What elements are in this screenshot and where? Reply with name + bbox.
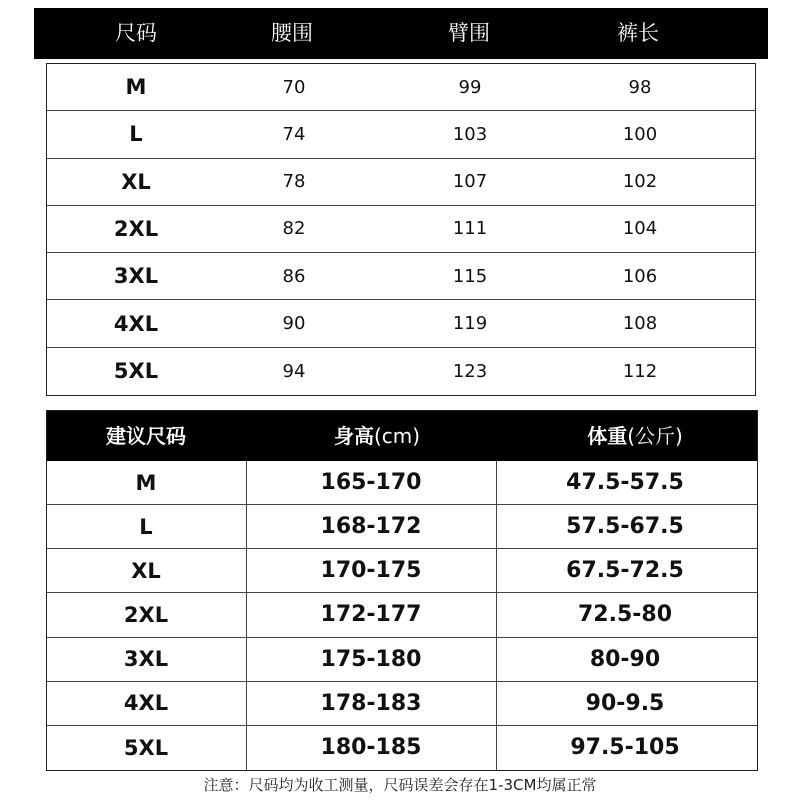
waist-cell: 78 bbox=[282, 171, 306, 193]
waist-cell: 82 bbox=[282, 218, 306, 240]
size-cell: L bbox=[129, 122, 143, 147]
waist-cell: 70 bbox=[282, 76, 306, 98]
table-row bbox=[47, 159, 755, 206]
table-row bbox=[47, 549, 757, 593]
weight-range-cell: 80-90 bbox=[589, 646, 661, 672]
header-recommended-size-label: 建议尺码 bbox=[106, 424, 186, 448]
length-cell: 100 bbox=[622, 123, 658, 145]
header-height bbox=[334, 411, 420, 461]
size-cell: M bbox=[125, 75, 147, 100]
weight-range-cell: 67.5-72.5 bbox=[566, 558, 684, 584]
measurement-table-header bbox=[34, 8, 768, 59]
length-cell: 108 bbox=[622, 313, 658, 335]
header-weight-unit: (公斤) bbox=[627, 424, 683, 448]
size-cell: 5XL bbox=[113, 359, 159, 384]
table-row bbox=[47, 348, 755, 395]
weight-range-cell: 97.5-105 bbox=[570, 735, 680, 761]
height-range-cell: 172-177 bbox=[320, 602, 422, 628]
table-row bbox=[47, 64, 755, 111]
arm-cell: 119 bbox=[452, 313, 488, 335]
table-row bbox=[47, 505, 757, 549]
length-cell: 104 bbox=[622, 218, 658, 240]
size-cell: 3XL bbox=[113, 264, 159, 289]
header-length: 裤长 bbox=[617, 21, 659, 45]
weight-range-cell: 72.5-80 bbox=[577, 602, 673, 628]
table-row bbox=[47, 682, 757, 726]
footnote: 注意：尺码均为收工测量，尺码误差会存在1-3CM均属正常 bbox=[203, 776, 597, 794]
height-range-cell: 175-180 bbox=[320, 646, 422, 672]
table-row bbox=[47, 206, 755, 253]
table-row bbox=[47, 726, 757, 770]
header-weight bbox=[587, 411, 683, 461]
recommended-size-cell: 5XL bbox=[123, 735, 169, 760]
height-range-cell: 170-175 bbox=[320, 558, 422, 584]
arm-cell: 115 bbox=[452, 265, 488, 287]
waist-cell: 94 bbox=[282, 360, 306, 382]
header-waist: 腰围 bbox=[271, 21, 313, 45]
length-cell: 106 bbox=[622, 265, 658, 287]
table-row bbox=[47, 461, 757, 505]
recommended-size-cell: M bbox=[135, 470, 157, 495]
recommended-size-cell: 3XL bbox=[123, 647, 169, 672]
height-range-cell: 168-172 bbox=[320, 514, 422, 540]
height-range-cell: 180-185 bbox=[320, 735, 422, 761]
height-range-cell: 178-183 bbox=[320, 690, 422, 716]
table-row bbox=[47, 111, 755, 158]
recommendation-table-body bbox=[47, 461, 757, 770]
table-row bbox=[47, 638, 757, 682]
header-arm: 臂围 bbox=[448, 21, 490, 45]
table-row bbox=[47, 593, 757, 637]
table-row bbox=[47, 300, 755, 347]
size-cell: 2XL bbox=[113, 216, 159, 241]
length-cell: 98 bbox=[628, 76, 652, 98]
arm-cell: 111 bbox=[452, 218, 488, 240]
header-recommended-size bbox=[106, 411, 186, 461]
size-cell: XL bbox=[121, 169, 151, 194]
header-height-unit: (cm) bbox=[373, 424, 421, 448]
recommended-size-cell: L bbox=[139, 514, 153, 539]
recommendation-table bbox=[46, 410, 758, 771]
weight-range-cell: 57.5-67.5 bbox=[566, 514, 684, 540]
waist-cell: 86 bbox=[282, 265, 306, 287]
recommendation-table-header bbox=[47, 411, 757, 461]
arm-cell: 103 bbox=[452, 123, 488, 145]
recommended-size-cell: 2XL bbox=[123, 602, 169, 627]
recommended-size-cell: 4XL bbox=[123, 691, 169, 716]
header-weight-label: 体重 bbox=[587, 424, 628, 448]
header-height-label: 身高 bbox=[333, 424, 374, 448]
recommended-size-cell: XL bbox=[131, 558, 161, 583]
length-cell: 112 bbox=[622, 360, 658, 382]
height-range-cell: 165-170 bbox=[320, 470, 422, 496]
header-size: 尺码 bbox=[115, 21, 157, 45]
length-cell: 102 bbox=[622, 171, 658, 193]
arm-cell: 123 bbox=[452, 360, 488, 382]
waist-cell: 74 bbox=[282, 123, 306, 145]
table-row bbox=[47, 253, 755, 300]
weight-range-cell: 47.5-57.5 bbox=[566, 470, 684, 496]
weight-range-cell: 90-9.5 bbox=[585, 690, 665, 716]
arm-cell: 107 bbox=[452, 171, 488, 193]
size-cell: 4XL bbox=[113, 311, 159, 336]
waist-cell: 90 bbox=[282, 313, 306, 335]
measurement-table bbox=[46, 63, 756, 396]
arm-cell: 99 bbox=[458, 76, 482, 98]
